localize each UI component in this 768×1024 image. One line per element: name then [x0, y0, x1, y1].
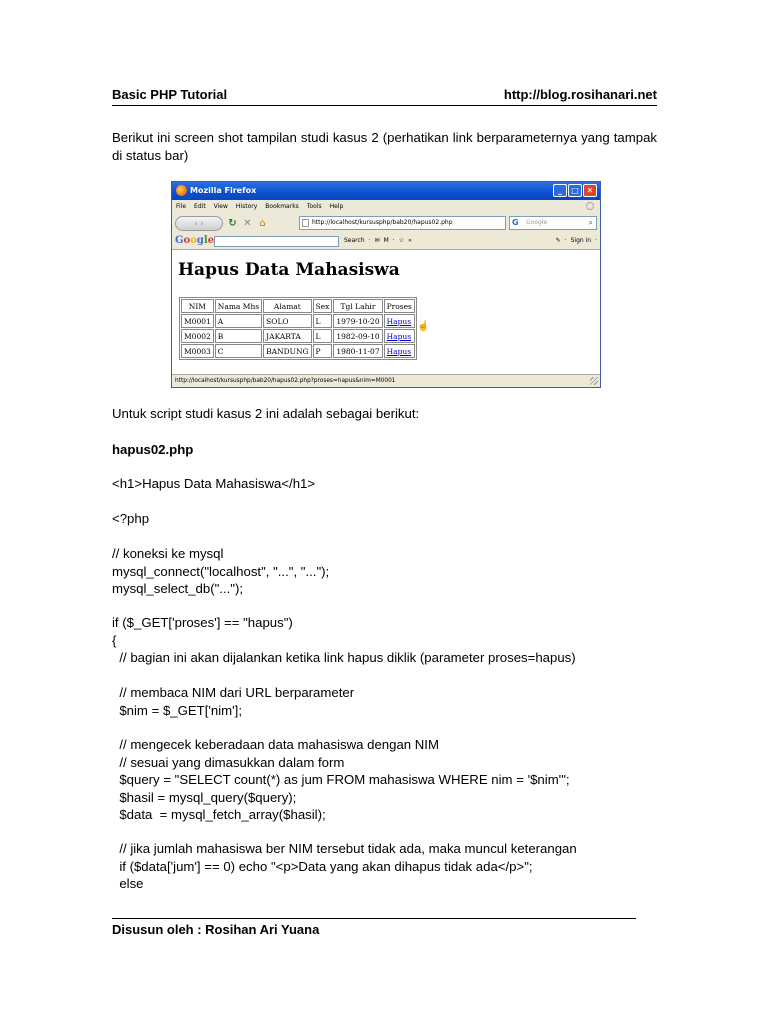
cell-sex: L — [313, 314, 333, 328]
page-favicon-icon — [302, 219, 309, 227]
col-tgl-lahir: Tgl Lahir — [333, 299, 382, 313]
search-input[interactable] — [509, 216, 597, 230]
hapus-link[interactable]: Hapus — [386, 331, 412, 341]
cell-tgl-lahir: 1980-11-07 — [333, 344, 382, 358]
page-header — [112, 86, 657, 106]
google-logo: Google — [175, 235, 215, 246]
script-intro: Untuk script studi kasus 2 ini adalah sebagai berikut: — [112, 406, 420, 421]
navigation-toolbar — [172, 213, 600, 233]
cell-nama: B — [215, 329, 262, 343]
stop-icon[interactable]: ✕ — [243, 217, 252, 229]
window-title: Mozilla Firefox — [190, 186, 257, 195]
code-block-koneksi: // koneksi ke mysql mysql_connect("localhost", "...", "..."); mysql_select_db("..."); — [112, 546, 330, 596]
col-alamat: Alamat — [263, 299, 311, 313]
menu-file[interactable]: File — [176, 203, 187, 210]
header-url: http://blog.rosihanari.net — [503, 87, 657, 102]
maximize-button[interactable]: □ — [568, 184, 582, 197]
cell-sex: P — [313, 344, 333, 358]
search-icon[interactable]: ⌕ — [588, 218, 593, 227]
home-icon[interactable]: ⌂ — [259, 217, 266, 229]
hapus-link[interactable]: Hapus — [386, 316, 412, 326]
google-item[interactable]: · — [564, 237, 567, 244]
menu-edit[interactable]: Edit — [194, 203, 206, 210]
bookmark-star-icon[interactable]: ☆ — [398, 237, 405, 244]
cell-alamat: BANDUNG — [263, 344, 311, 358]
google-search-button[interactable]: Search — [344, 237, 365, 244]
cell-tgl-lahir: 1979-10-20 — [333, 314, 382, 328]
url-text: http://localhost/kursusphp/bab20/hapus02.php — [312, 219, 453, 226]
google-toolbar — [172, 233, 600, 250]
window-titlebar — [172, 182, 600, 200]
cell-proses — [384, 344, 415, 358]
code-block-nim: // membaca NIM dari URL berparameter $nim = $_GET['nim']; — [119, 685, 355, 718]
cell-nama: A — [215, 314, 262, 328]
menu-history[interactable]: History — [235, 203, 258, 210]
footer-author: Disusun oleh : Rosihan Ari Yuana — [112, 922, 320, 937]
filename-heading: hapus02.php — [112, 442, 194, 457]
google-toolbar-input[interactable] — [214, 236, 339, 247]
search-placeholder: Google — [526, 219, 548, 226]
table-row — [181, 329, 415, 343]
cell-sex: L — [313, 329, 333, 343]
minimize-button[interactable]: _ — [553, 184, 567, 197]
google-search-icon: G — [512, 218, 519, 227]
sign-in-button[interactable]: Sign in — [570, 237, 592, 244]
col-nim: NIM — [181, 299, 214, 313]
cell-nim: M0003 — [181, 344, 214, 358]
table-header-row — [181, 299, 415, 313]
page-content — [172, 250, 600, 375]
status-bar — [172, 374, 600, 387]
col-nama: Nama Mhs — [215, 299, 262, 313]
cell-proses — [384, 314, 415, 328]
browser-screenshot — [171, 181, 601, 388]
menu-bookmarks[interactable]: Bookmarks — [265, 203, 299, 210]
menu-help[interactable]: Help — [329, 203, 344, 210]
cell-nim: M0002 — [181, 329, 214, 343]
header-title: Basic PHP Tutorial — [112, 87, 228, 102]
google-item[interactable]: · — [368, 237, 371, 244]
col-proses: Proses — [384, 299, 415, 313]
close-button[interactable]: ✕ — [583, 184, 597, 197]
more-icon[interactable]: » — [408, 237, 412, 244]
hand-cursor-icon: ☝ — [417, 321, 430, 332]
code-block-check: // jika jumlah mahasiswa ber NIM tersebut tidak ada, maka muncul keterangan if ($data['jum'] == 0) echo "<p>Data yang akan dihapus tidak ada</p>"; else — [119, 841, 577, 891]
settings-icon[interactable]: ✎ — [555, 237, 561, 244]
menu-bar — [172, 200, 600, 213]
cell-proses — [384, 329, 415, 343]
firefox-icon — [176, 185, 187, 196]
intro-paragraph: Berikut ini screen shot tampilan studi kasus 2 (perhatikan link berparameternya yang tampak di status bar) — [112, 130, 657, 163]
resize-grip-icon[interactable] — [590, 377, 598, 385]
col-sex: Sex — [313, 299, 333, 313]
cell-alamat: SOLO — [263, 314, 311, 328]
table-row — [181, 344, 415, 358]
menu-tools[interactable]: Tools — [306, 203, 322, 210]
code-line-h1: <h1>Hapus Data Mahasiswa</h1> — [112, 476, 316, 491]
code-line-php-open: <?php — [112, 511, 150, 526]
google-item[interactable]: · — [595, 237, 597, 244]
google-item[interactable]: · — [392, 237, 395, 244]
cell-nim: M0001 — [181, 314, 214, 328]
code-block-if: if ($_GET['proses'] == "hapus") { // bagian ini akan dijalankan ketika link hapus diklik (parameter proses=hapus) — [112, 615, 576, 665]
hapus-link[interactable]: Hapus — [386, 346, 412, 356]
table-row — [181, 314, 415, 328]
gmail-icon[interactable]: M — [383, 237, 389, 244]
menu-view[interactable]: View — [213, 203, 228, 210]
cell-tgl-lahir: 1982-09-10 — [333, 329, 382, 343]
status-text: http://localhost/kursusphp/bab20/hapus02.php?proses=hapus&nim=M0001 — [175, 378, 396, 384]
cell-nama: C — [215, 344, 262, 358]
throbber-icon — [586, 202, 594, 210]
code-block-query: // mengecek keberadaan data mahasiswa dengan NIM // sesuai yang dimasukkan dalam form $query = "SELECT count(*) as jum FROM mahasiswa WHERE nim = '$nim'"; $hasil = mysql_query($query); $data = mysql_fetch_array($hasil); — [119, 737, 570, 822]
student-table — [179, 297, 417, 360]
page-heading: Hapus Data Mahasiswa — [178, 260, 400, 280]
page-footer — [112, 918, 636, 937]
cell-alamat: JAKARTA — [263, 329, 311, 343]
url-bar[interactable] — [299, 216, 506, 230]
mail-icon[interactable]: ✉ — [374, 237, 380, 244]
reload-icon[interactable]: ↻ — [228, 217, 237, 229]
back-forward-button[interactable]: ‹ › — [175, 216, 223, 231]
